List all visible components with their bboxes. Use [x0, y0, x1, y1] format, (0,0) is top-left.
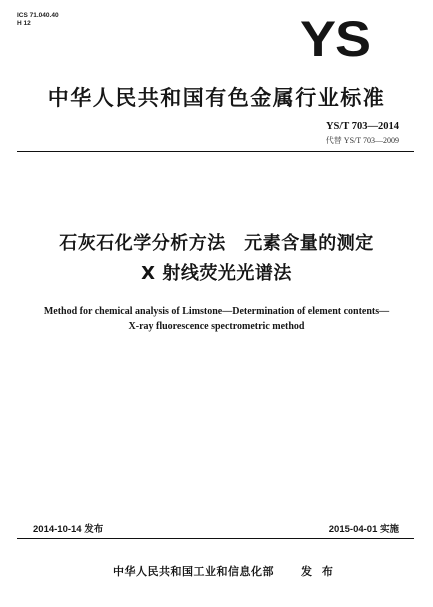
publish-label: 发 布 [301, 565, 336, 578]
english-title-line-2: X-ray fluorescence spectrometric method [128, 321, 305, 332]
ics-code: ICS 71.040.40 [17, 12, 59, 19]
issue-date: 2014-10-14 发布 [33, 524, 104, 535]
english-title-line-1: Method for chemical analysis of Limstone—Determination of element contents— [43, 306, 390, 317]
industry-standard-title: 中华人民共和国有色金属行业标准 [47, 86, 386, 110]
header-divider [17, 151, 414, 152]
class-code: H 12 [17, 20, 31, 27]
classification-codes [17, 12, 59, 28]
ys-logo-text: YS [300, 11, 370, 67]
standard-code: YS/T 703—2014 [325, 121, 399, 132]
implementation-date: 2015-04-01 实施 [328, 524, 399, 535]
ys-logo [300, 11, 392, 67]
chinese-title-line-2: X 射线荧光光谱法 [141, 263, 292, 284]
replaces-code: 代替 YS/T 703—2009 [325, 136, 399, 145]
issuing-authority: 中华人民共和国工业和信息化部 [113, 565, 274, 578]
footer-divider [17, 538, 414, 539]
chinese-title-line-1: 石灰石化学分析方法 元素含量的测定 [59, 233, 374, 254]
